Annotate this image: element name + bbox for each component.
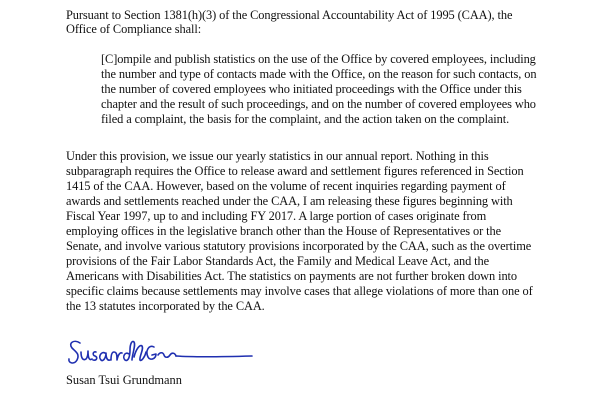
signature-strokes [69,341,252,363]
quote-line: chapter and the result of such proceedings, and on the number of covered employees who [101,97,536,111]
quote-line: the number and type of contacts made with the Office, on the reason for such contacts, on [101,67,537,81]
intro-line: Pursuant to Section 1381(h)(3) of the Congressional Accountability Act of 1995 (CAA), the [66,8,513,22]
quote-line: filed a complaint, the basis for the complaint, and the action taken on the complaint. [101,112,510,126]
body-line: awards and settlements reached under the CAA, I am releasing these figures beginning with [66,194,513,208]
body-line: 1415 of the CAA. However, based on the volume of recent inquiries regarding payment of [66,179,506,193]
body-line: the 13 statutes incorporated by the CAA. [66,299,265,313]
signatory-name: Susan Tsui Grundmann [66,373,182,387]
body-line: specific claims because settlements may involve cases that allege violations of more than one of [66,284,533,298]
body-line: Senate, and involve various statutory provisions incorporated by the CAA, such as the overtime [66,239,532,253]
body-line: Under this provision, we issue our yearly statistics in our annual report. Nothing in this [66,149,489,163]
quote-line: [C]ompile and publish statistics on the use of the Office by covered employees, including [101,52,536,66]
body-line: employing offices in the legislative branch other than the House of Representatives or the [66,224,501,238]
body-line: Fiscal Year 1997, up to and including FY 2017. A large portion of cases originate from [66,209,487,223]
handwritten-signature [66,335,256,369]
intro-line: Office of Compliance shall: [66,22,202,36]
body-line: Americans with Disabilities Act. The statistics on payments are not further broken down into [66,269,517,283]
quote-line: the number of covered employees who initiated proceedings with the Office under this [101,82,522,96]
body-line: subparagraph requires the Office to release award and settlement figures referenced in Section [66,164,524,178]
body-line: provisions of the Fair Labor Standards Act, the Family and Medical Leave Act, and the [66,254,489,268]
